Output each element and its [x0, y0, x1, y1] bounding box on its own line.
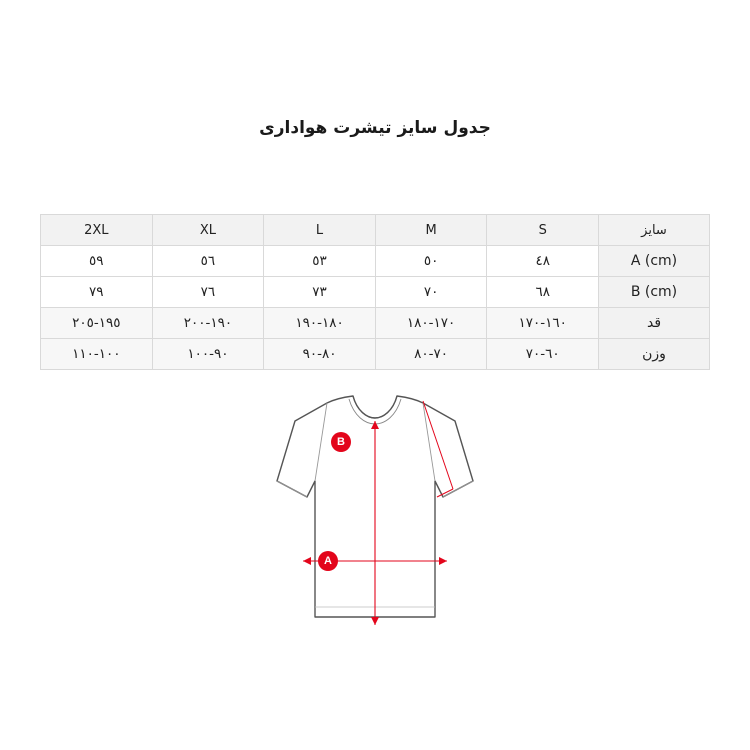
cell-a-2xl: ٥٩	[41, 246, 153, 277]
cell-weight-s: ٦٠-٧٠	[487, 339, 599, 370]
cell-b-xl: ٧٦	[152, 277, 264, 308]
cell-weight-xl: ٩٠-١٠٠	[152, 339, 264, 370]
cell-b-l: ٧٣	[264, 277, 376, 308]
measure-arrow-a-right	[439, 557, 447, 565]
row-label-weight: وزن	[599, 339, 710, 370]
cell-height-xl: ١٩٠-٢٠٠	[152, 308, 264, 339]
table-corner-label: سایز	[599, 215, 710, 246]
cell-b-s: ٦٨	[487, 277, 599, 308]
tshirt-illustration	[255, 385, 495, 635]
cell-height-l: ١٨٠-١٩٠	[264, 308, 376, 339]
cell-a-s: ٤٨	[487, 246, 599, 277]
cell-height-s: ١٦٠-١٧٠	[487, 308, 599, 339]
badge-a: A	[318, 551, 338, 571]
column-header-m: M	[375, 215, 487, 246]
badge-b: B	[331, 432, 351, 452]
cell-weight-m: ٧٠-٨٠	[375, 339, 487, 370]
table-header-row	[41, 215, 710, 246]
page-title: جدول سایز تیشرت هواداری	[259, 118, 491, 138]
column-header-l: L	[264, 215, 376, 246]
table-row	[41, 246, 710, 277]
row-label-a: A (cm)	[599, 246, 710, 277]
row-label-b: B (cm)	[599, 277, 710, 308]
cell-weight-l: ٨٠-٩٠	[264, 339, 376, 370]
size-table	[40, 214, 710, 370]
tshirt-diagram	[255, 385, 495, 635]
cell-a-l: ٥٣	[264, 246, 376, 277]
cell-b-m: ٧٠	[375, 277, 487, 308]
table-row	[41, 308, 710, 339]
cell-height-2xl: ١٩٥-٢٠٥	[41, 308, 153, 339]
cell-b-2xl: ٧٩	[41, 277, 153, 308]
table-row	[41, 339, 710, 370]
column-header-xl: XL	[152, 215, 264, 246]
table-row	[41, 277, 710, 308]
size-table-container	[40, 214, 710, 370]
cell-weight-2xl: ١٠٠-١١٠	[41, 339, 153, 370]
column-header-s: S	[487, 215, 599, 246]
measure-arrow-a-left	[303, 557, 311, 565]
cell-height-m: ١٧٠-١٨٠	[375, 308, 487, 339]
column-header-2xl: 2XL	[41, 215, 153, 246]
cell-a-xl: ٥٦	[152, 246, 264, 277]
cell-a-m: ٥٠	[375, 246, 487, 277]
measure-arrow-b-bottom	[371, 617, 379, 625]
row-label-height: قد	[599, 308, 710, 339]
